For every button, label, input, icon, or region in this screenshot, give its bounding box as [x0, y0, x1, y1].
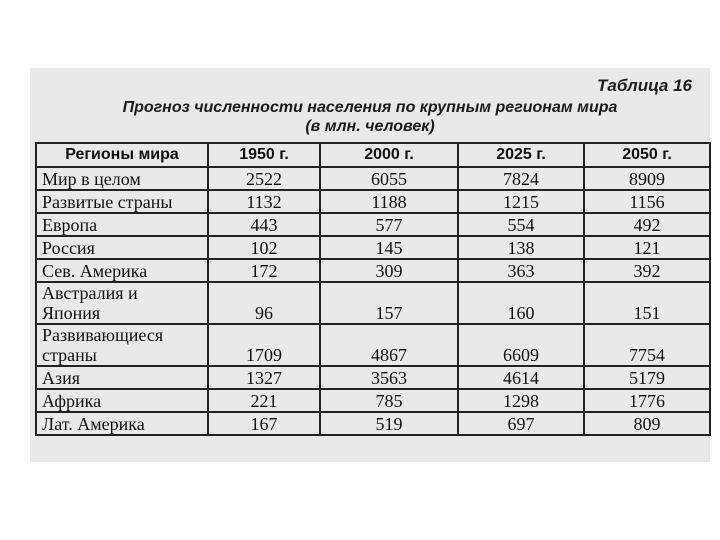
value-cell: 1188 [320, 190, 458, 213]
value-cell: 1156 [584, 190, 710, 213]
value-cell: 145 [320, 236, 458, 259]
region-cell [36, 167, 208, 190]
region-name-line: Развитые страны [42, 191, 173, 212]
table-header-row [36, 143, 710, 167]
region-cell [36, 259, 208, 282]
value-cell: 1215 [458, 190, 584, 213]
value-cell: 138 [458, 236, 584, 259]
value-cell: 519 [320, 412, 458, 435]
header-2050: 2050 г. [584, 143, 710, 167]
value-cell: 1298 [458, 389, 584, 412]
value-cell: 96 [208, 282, 320, 324]
value-cell: 102 [208, 236, 320, 259]
table-row [36, 324, 710, 366]
region-cell [36, 213, 208, 236]
table-title: Прогноз численности населения по крупным регионам мира [122, 99, 618, 116]
value-cell: 4614 [458, 366, 584, 389]
table-row [36, 366, 710, 389]
header-2000: 2000 г. [320, 143, 458, 167]
region-cell [36, 324, 208, 366]
value-cell: 492 [584, 213, 710, 236]
table-row [36, 259, 710, 282]
region-name-line: Сев. Америка [42, 260, 148, 281]
region-name-line: Лат. Америка [42, 413, 145, 434]
value-cell: 8909 [584, 167, 710, 190]
table-row [36, 167, 710, 190]
value-cell: 7754 [584, 324, 710, 366]
region-name-line: Япония [42, 303, 101, 323]
region-name-line: Мир в целом [42, 168, 141, 189]
value-cell: 2522 [208, 167, 320, 190]
value-cell: 6609 [458, 324, 584, 366]
value-cell: 1327 [208, 366, 320, 389]
value-cell: 577 [320, 213, 458, 236]
value-cell: 809 [584, 412, 710, 435]
value-cell: 363 [458, 259, 584, 282]
value-cell: 443 [208, 213, 320, 236]
table-row [36, 213, 710, 236]
value-cell: 160 [458, 282, 584, 324]
value-cell: 221 [208, 389, 320, 412]
table-row [36, 236, 710, 259]
region-name-line: Развивающиеся [42, 325, 164, 345]
region-cell [36, 236, 208, 259]
value-cell: 7824 [458, 167, 584, 190]
value-cell: 3563 [320, 366, 458, 389]
value-cell: 1776 [584, 389, 710, 412]
value-cell: 697 [458, 412, 584, 435]
value-cell: 157 [320, 282, 458, 324]
region-cell [36, 412, 208, 435]
region-cell [36, 389, 208, 412]
region-cell [36, 190, 208, 213]
table-row [36, 282, 710, 324]
table-subtitle-units: (в млн. человек) [305, 118, 435, 135]
header-2025: 2025 г. [458, 143, 584, 167]
value-cell: 151 [584, 282, 710, 324]
region-name-line: Австралия и [42, 283, 138, 303]
region-cell [36, 282, 208, 324]
value-cell: 1709 [208, 324, 320, 366]
table-row [36, 190, 710, 213]
value-cell: 1132 [208, 190, 320, 213]
region-name-line: Россия [42, 237, 95, 258]
value-cell: 785 [320, 389, 458, 412]
region-name-line: страны [42, 345, 97, 365]
value-cell: 554 [458, 213, 584, 236]
value-cell: 121 [584, 236, 710, 259]
scanned-table-image [30, 68, 710, 462]
value-cell: 392 [584, 259, 710, 282]
value-cell: 6055 [320, 167, 458, 190]
region-name-line: Азия [42, 367, 81, 388]
value-cell: 167 [208, 412, 320, 435]
region-name-line: Африка [42, 390, 102, 411]
region-name-line: Европа [42, 214, 98, 235]
header-1950: 1950 г. [208, 143, 320, 167]
header-region: Регионы мира [36, 143, 208, 167]
population-forecast-table [35, 142, 711, 436]
value-cell: 309 [320, 259, 458, 282]
table-row [36, 389, 710, 412]
value-cell: 4867 [320, 324, 458, 366]
value-cell: 5179 [584, 366, 710, 389]
region-cell [36, 366, 208, 389]
table-number-label: Таблица 16 [597, 76, 692, 95]
table-row [36, 412, 710, 435]
value-cell: 172 [208, 259, 320, 282]
